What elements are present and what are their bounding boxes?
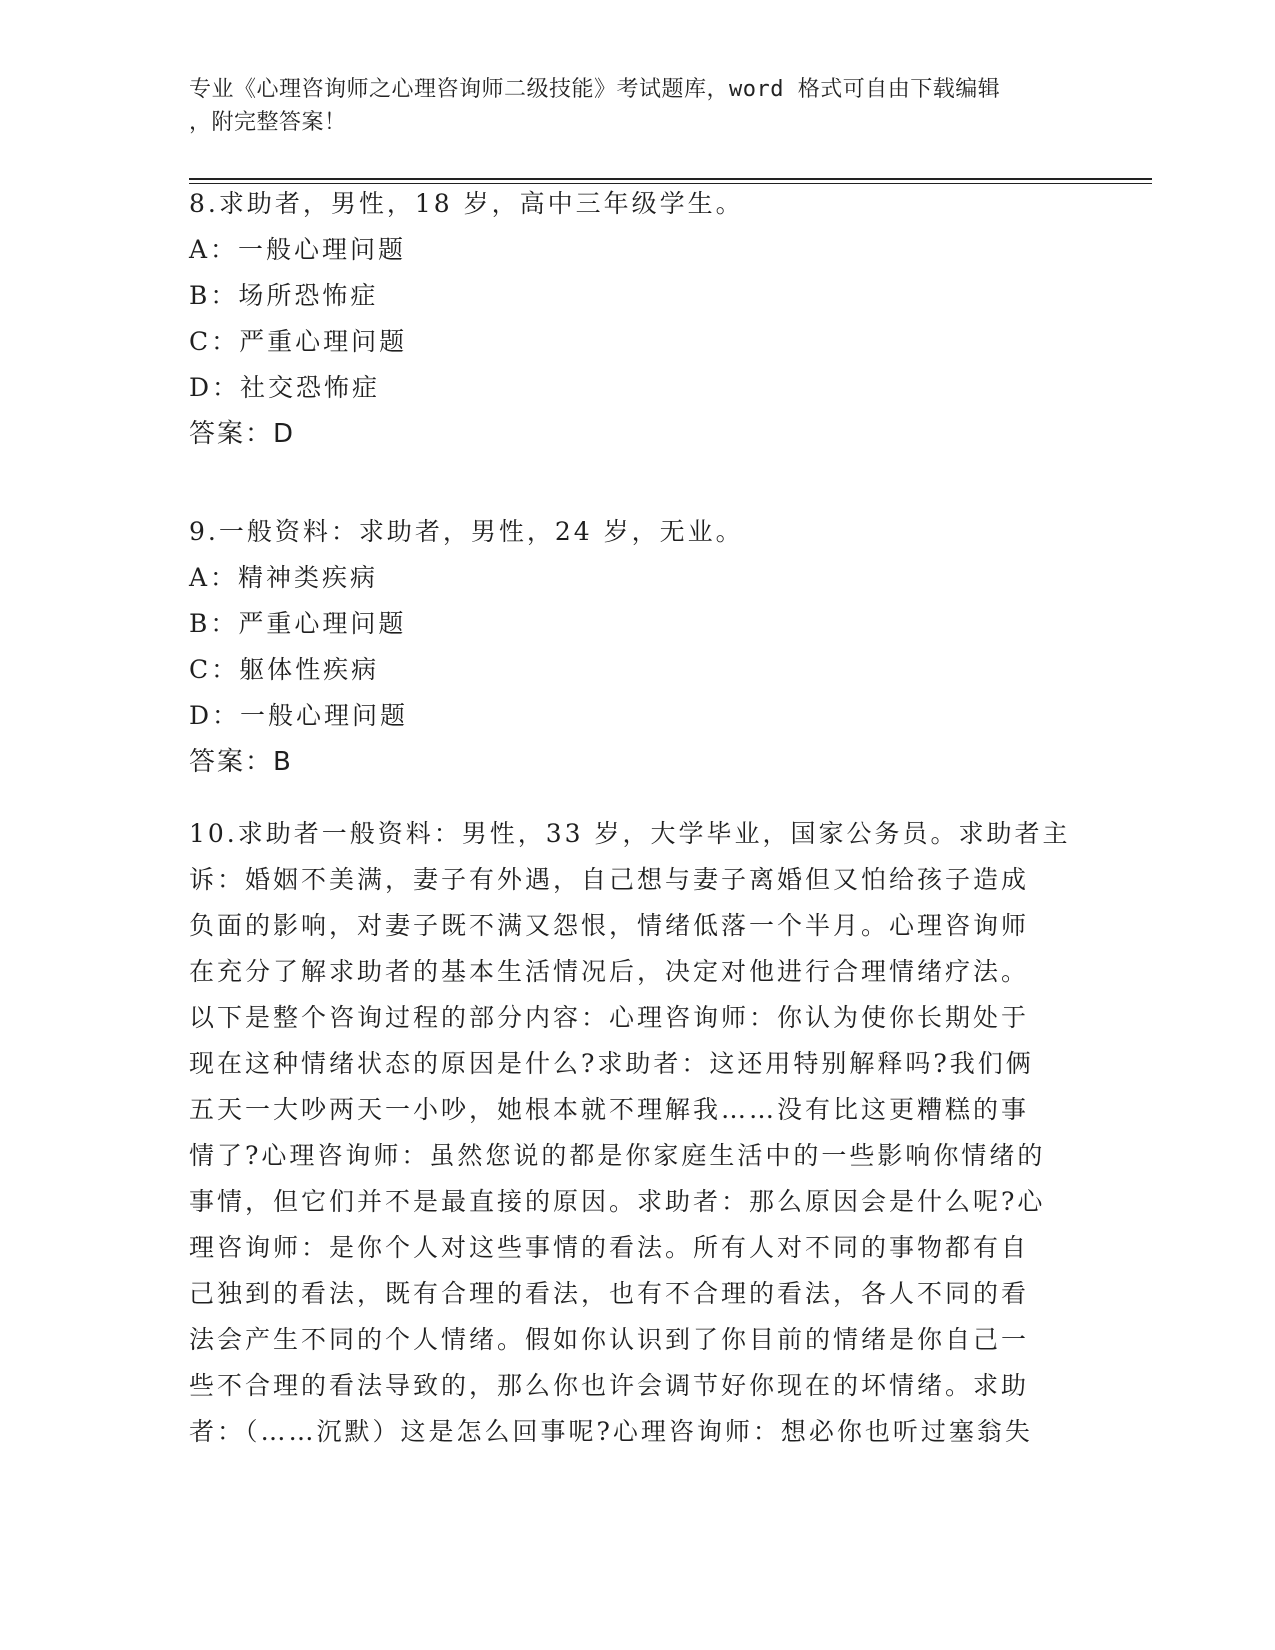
option-d: D：一般心理问题 <box>189 701 409 730</box>
question-8 <box>189 181 1089 457</box>
question-text-line: 者：（……沉默）这是怎么回事呢?心理咨询师：想必你也听过塞翁失 <box>189 1417 1033 1446</box>
answer-label: 答案：D <box>189 419 296 449</box>
option-a: A：精神类疾病 <box>189 563 379 592</box>
question-text-line: 己独到的看法，既有合理的看法，也有不合理的看法，各人不同的看 <box>189 1279 1030 1308</box>
header-divider-thick <box>189 178 1152 180</box>
document-header <box>189 73 1069 139</box>
question-stem: 9.一般资料：求助者，男性，24 岁，无业。 <box>189 517 744 546</box>
question-text-line: 法会产生不同的个人情绪。假如你认识到了你目前的情绪是你自己一 <box>189 1325 1030 1354</box>
question-text-line: 五天一大吵两天一小吵，她根本就不理解我……没有比这更糟糕的事 <box>189 1095 1030 1124</box>
question-text-line: 理咨询师：是你个人对这些事情的看法。所有人对不同的事物都有自 <box>189 1233 1030 1262</box>
option-b: B：严重心理问题 <box>189 609 407 638</box>
answer-label: 答案：B <box>189 747 293 777</box>
option-c: C：躯体性疾病 <box>189 655 380 684</box>
question-text-line: 些不合理的看法导致的，那么你也许会调节好你现在的坏情绪。求助 <box>189 1371 1030 1400</box>
question-text-line: 以下是整个咨询过程的部分内容：心理咨询师：你认为使你长期处于 <box>189 1003 1030 1032</box>
option-a: A：一般心理问题 <box>189 235 407 264</box>
question-text-line: 事情，但它们并不是最直接的原因。求助者：那么原因会是什么呢?心 <box>189 1187 1046 1216</box>
question-text-line: 10.求助者一般资料：男性，33 岁，大学毕业，国家公务员。求助者主 <box>189 819 1071 848</box>
question-stem: 8.求助者，男性，18 岁，高中三年级学生。 <box>189 189 744 218</box>
option-b: B：场所恐怖症 <box>189 281 379 310</box>
question-text-line: 在充分了解求助者的基本生活情况后，决定对他进行合理情绪疗法。 <box>189 957 1030 986</box>
question-text-line: 现在这种情绪状态的原因是什么?求助者：这还用特别解释吗?我们俩 <box>189 1049 1034 1078</box>
header-line-2: ，附完整答案！ <box>189 110 347 135</box>
question-9 <box>189 509 1089 785</box>
question-text-line: 情了?心理咨询师：虽然您说的都是你家庭生活中的一些影响你情绪的 <box>189 1141 1046 1170</box>
question-text-line: 负面的影响，对妻子既不满又怨恨，情绪低落一个半月。心理咨询师 <box>189 911 1030 940</box>
option-c: C：严重心理问题 <box>189 327 408 356</box>
question-text-line: 诉：婚姻不美满，妻子有外遇，自己想与妻子离婚但又怕给孩子造成 <box>189 865 1030 894</box>
option-d: D：社交恐怖症 <box>189 373 381 402</box>
header-line-1: 专业《心理咨询师之心理咨询师二级技能》考试题库，word 格式可自由下载编辑 <box>189 77 1001 102</box>
question-10 <box>189 811 1089 1455</box>
